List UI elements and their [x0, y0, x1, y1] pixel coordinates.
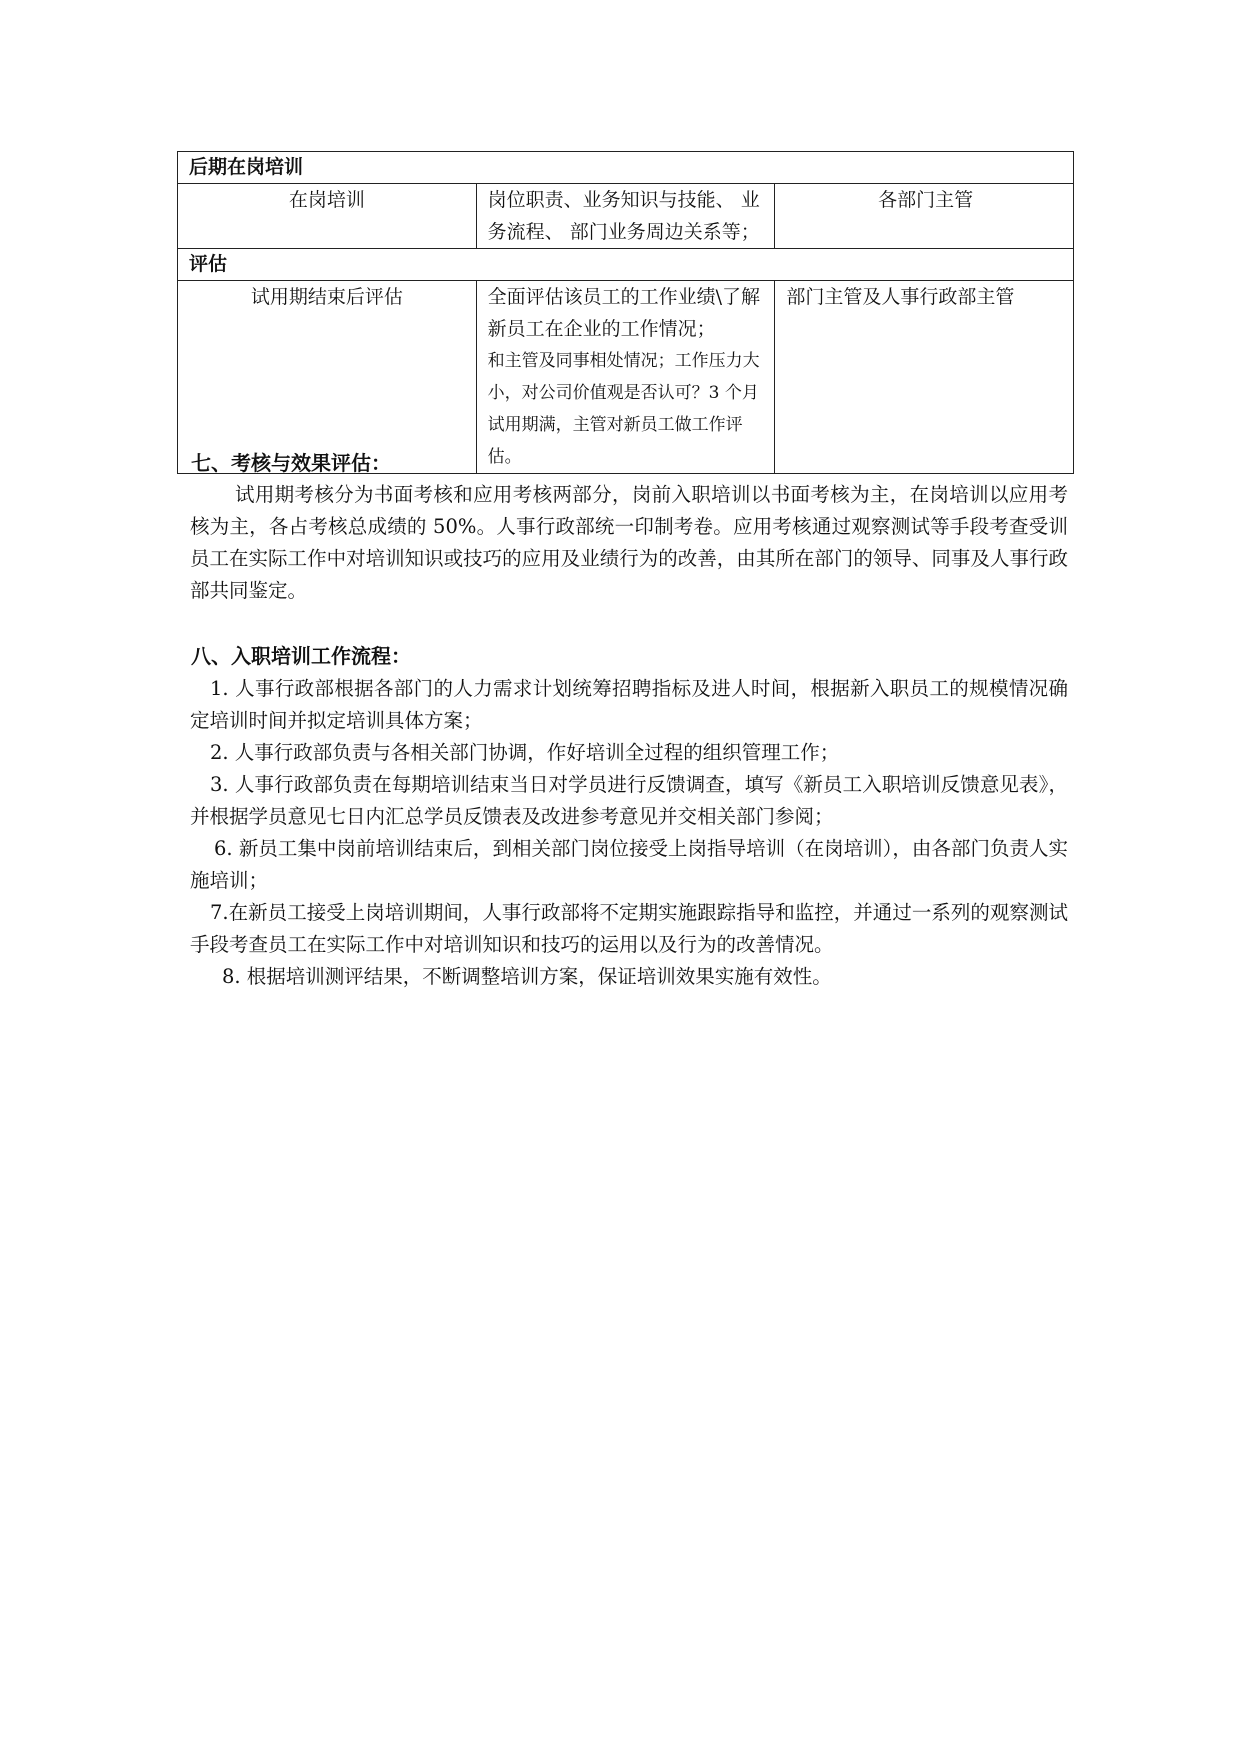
cell-training-type: 试用期结束后评估: [178, 281, 477, 474]
section-header-onjob: 后期在岗培训: [178, 152, 1074, 184]
list-item: 1. 人事行政部根据各部门的人力需求计划统筹招聘指标及进人时间，根据新入职员工的规模情况确定培训时间并拟定培训具体方案；: [190, 677, 1068, 732]
cell-training-type: 在岗培训: [178, 184, 477, 249]
table-section-row: [178, 249, 1074, 281]
cell-responsible: 部门主管及人事行政部主管: [775, 281, 1074, 474]
list-item: 2. 人事行政部负责与各相关部门协调，作好培训全过程的组织管理工作；: [210, 741, 840, 764]
process-list: [190, 673, 1068, 993]
section-8-heading: 八、入职培训工作流程：: [191, 644, 411, 668]
table-section-row: [178, 152, 1074, 184]
section-7-heading: 七、考核与效果评估：: [191, 451, 391, 475]
table-row: [178, 184, 1074, 249]
list-item: 6. 新员工集中岗前培训结束后，到相关部门岗位接受上岗指导培训（在岗培训），由各部门负责人实施培训；: [190, 837, 1068, 892]
list-item: 8. 根据培训测评结果，不断调整培训方案，保证培训效果实施有效性。: [222, 965, 832, 988]
section-7-body: 试用期考核分为书面考核和应用考核两部分，岗前入职培训以书面考核为主，在岗培训以应用考核为主，各占考核总成绩的 50%。人事行政部统一印制考卷。应用考核通过观察测试等手段考查受训员工在实际工作中对培训知识或技巧的应用及业绩行为的改善，由其所在部门的领导、同事及人事行政部共同鉴定。: [190, 483, 1068, 602]
list-item: 3. 人事行政部负责在每期培训结束当日对学员进行反馈调查，填写《新员工入职培训反馈意见表》，并根据学员意见七日内汇总学员反馈表及改进参考意见并交相关部门参阅；: [190, 773, 1068, 828]
table-row: [178, 281, 1074, 474]
cell-responsible: 各部门主管: [775, 184, 1074, 249]
cell-training-content: 岗位职责、业务知识与技能、 业务流程、 部门业务周边关系等；: [476, 184, 775, 249]
training-table: [177, 151, 1074, 474]
section-header-evaluation: 评估: [178, 249, 1074, 281]
list-item: 7.在新员工接受上岗培训期间，人事行政部将不定期实施跟踪指导和监控，并通过一系列的观察测试手段考查员工在实际工作中对培训知识和技巧的运用以及行为的改善情况。: [190, 901, 1068, 956]
cell-training-content: [476, 281, 775, 474]
content-line: 和主管及同事相处情况；工作压力大小，对公司价值观是否认可？3 个月试用期满，主管对新员工做工作评估。: [487, 351, 760, 467]
content-line: 全面评估该员工的工作业绩\了解新员工在企业的工作情况；: [487, 286, 761, 340]
